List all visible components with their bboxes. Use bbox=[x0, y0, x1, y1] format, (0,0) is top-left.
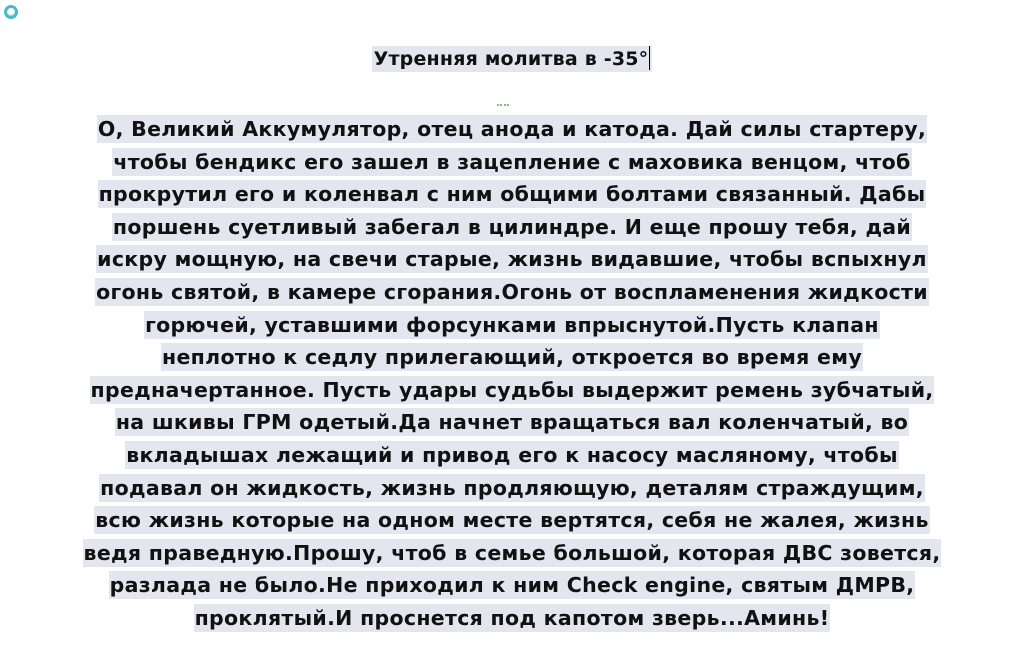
text-line: поршень суетливый забегал в цилиндре. И еще прошу тебя, дай bbox=[112, 214, 912, 239]
text-line: ведя праведную.Прошу, чтоб в семье большой, которая ДВС зовется, bbox=[83, 540, 941, 565]
text-line: искру мощную, на свечи старые, жизнь видавшие, чтобы вспыхнул bbox=[97, 247, 927, 272]
document-body[interactable] bbox=[0, 115, 1024, 637]
document-title-block bbox=[0, 46, 1024, 72]
text-cursor bbox=[649, 46, 650, 70]
circle-ring-icon bbox=[4, 5, 18, 19]
document-title[interactable]: Утренняя молитва в -35° bbox=[372, 46, 653, 72]
spellcheck-mark bbox=[497, 101, 509, 106]
text-line: горючей, уставшими форсунками впрыснутой.Пусть клапан bbox=[145, 312, 879, 337]
text-line: проклятый.И проснется под капотом зверь...Аминь! bbox=[194, 605, 830, 630]
text-line: неплотно к седлу прилегающий, откроется во время ему bbox=[162, 345, 862, 370]
text-line: О, Великий Аккумулятор, отец анода и катода. Дай силы стартеру, bbox=[97, 117, 927, 141]
text-line: чтобы бендикс его зашел в зацепление с маховика венцом, чтоб bbox=[113, 149, 911, 174]
text-line: огонь святой, в камере сгорания.Огонь от воспламенения жидкости bbox=[96, 279, 928, 304]
text-line: всю жизнь которые на одном месте вертятся, себя не жалея, жизнь bbox=[95, 508, 929, 533]
text-line: предначертанное. Пусть удары судьбы выдержит ремень зубчатый, bbox=[90, 377, 934, 402]
text-line: на шкивы ГРМ одетый.Да начнет вращаться вал коленчатый, во bbox=[115, 410, 909, 435]
text-line: разлада не было.Не приходил к ним Check engine, святым ДМРВ, bbox=[109, 573, 915, 598]
text-line: подавал он жидкость, жизнь продляющую, деталям страждущим, bbox=[100, 475, 924, 500]
text-line: вкладышах лежащий и привод его к насосу масляному, чтобы bbox=[126, 442, 898, 467]
text-line: прокрутил его и коленвал с ним общими болтами связанный. Дабы bbox=[98, 182, 926, 207]
